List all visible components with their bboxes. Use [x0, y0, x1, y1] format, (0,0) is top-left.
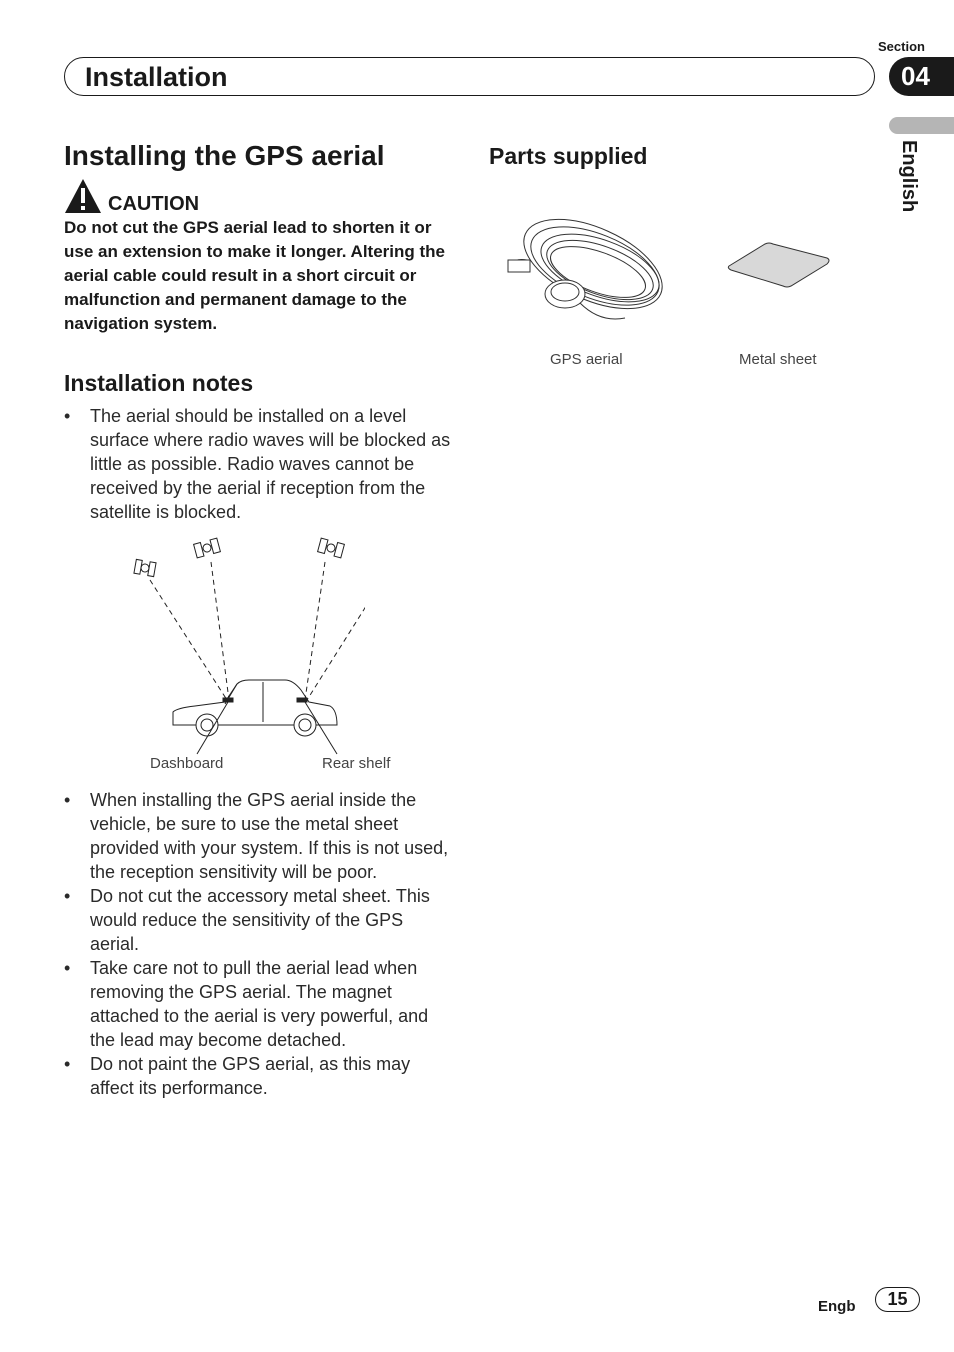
list-item: • The aerial should be installed on a level surface where radio waves will be blocked as little as possible. Radio waves cannot be received by the aerial if reception from the satellite is blocked.: [64, 404, 454, 524]
section-label: Section: [878, 39, 925, 54]
caution-title: CAUTION: [108, 193, 200, 215]
rear-shelf-label: Rear shelf: [322, 755, 391, 772]
car-icon: [173, 680, 337, 736]
parts-supplied-heading: Parts supplied: [489, 143, 648, 169]
language-label: English: [898, 140, 920, 213]
notes-list-rest: [64, 788, 454, 1100]
installation-notes-heading: Installation notes: [64, 370, 254, 396]
notes-list-first: [64, 404, 454, 524]
satellite-icon: [134, 559, 156, 576]
caution-text: Do not cut the GPS aerial lead to shorten it or use an extension to make it longer. Altering the aerial cable could result in a short circuit or malfunction and permanent damage to the navigation system.: [64, 218, 446, 333]
page-number: 15: [875, 1287, 920, 1312]
chapter-title: Installation: [85, 62, 228, 92]
list-item: • Do not cut the accessory metal sheet. This would reduce the sensitivity of the GPS aerial.: [64, 884, 454, 956]
warning-icon: [64, 178, 102, 214]
metal-sheet-icon: [725, 240, 833, 290]
dashboard-label: Dashboard: [150, 755, 224, 772]
satellite-icon: [318, 538, 345, 558]
gps-aerial-caption: GPS aerial: [550, 351, 623, 368]
list-item: • Do not paint the GPS aerial, as this may affect its performance.: [64, 1052, 454, 1100]
section-number-badge: 04: [889, 57, 954, 96]
language-tab: [889, 117, 954, 134]
page-title: Installing the GPS aerial: [64, 140, 385, 171]
footer-locale: Engb: [818, 1298, 856, 1315]
list-item: • When installing the GPS aerial inside the vehicle, be sure to use the metal sheet provided with your system. If this is not used, the reception sensitivity will be poor.: [64, 788, 454, 884]
aerial-placement-diagram: [125, 532, 365, 757]
metal-sheet-caption: Metal sheet: [739, 351, 817, 368]
satellite-icon: [194, 538, 221, 558]
list-item: • Take care not to pull the aerial lead when removing the GPS aerial. The magnet attached to the aerial is very powerful, and the lead may become detached.: [64, 956, 454, 1052]
chapter-header: [64, 57, 875, 96]
gps-aerial-icon: [505, 208, 670, 326]
